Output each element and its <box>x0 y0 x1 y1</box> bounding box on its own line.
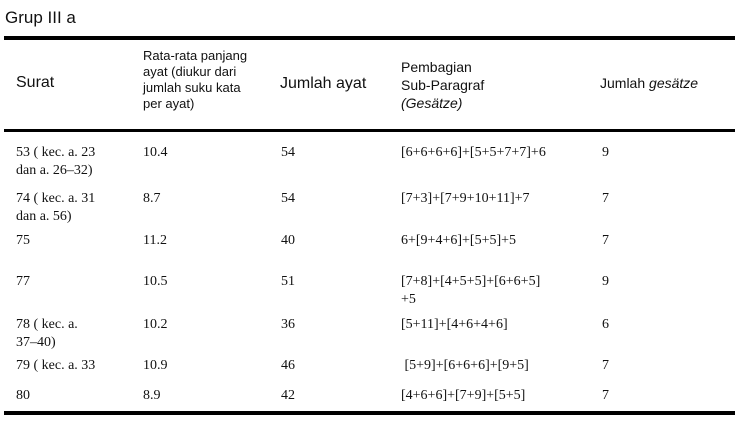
cell-line: 79 ( kec. a. 33 <box>16 358 96 373</box>
cell-pembagian <box>401 144 591 162</box>
cell-line: +5 <box>401 292 416 307</box>
table-title: Grup III a <box>5 8 76 27</box>
header-jumlah-ayat: Jumlah ayat <box>280 75 367 92</box>
cell-gesatze: 7 <box>602 191 609 206</box>
cell-line: 80 <box>16 388 30 403</box>
cell-rata: 10.2 <box>143 317 168 332</box>
cell-line: [7+3]+[7+9+10+11]+7 <box>401 191 530 206</box>
header-line: ayat (diukur dari <box>143 64 237 79</box>
header-text-italic: gesätze <box>649 75 699 91</box>
cell-ayat: 46 <box>281 358 295 373</box>
cell-line: 6+[9+4+6]+[5+5]+5 <box>401 233 517 248</box>
cell-pembagian <box>401 316 591 334</box>
cell-ayat: 36 <box>281 317 295 332</box>
header-text: Jumlah <box>600 75 650 91</box>
cell-gesatze: 7 <box>602 358 609 373</box>
header-line: Pembagian <box>401 59 472 75</box>
cell-gesatze: 9 <box>602 274 609 289</box>
cell-line: dan a. 56) <box>16 209 72 224</box>
header-line: jumlah suku kata <box>143 80 241 95</box>
cell-rata: 8.9 <box>143 388 161 403</box>
cell-line: [5+9]+[6+6+6]+[9+5] <box>401 358 529 373</box>
cell-pembagian <box>401 232 591 250</box>
cell-rata: 10.4 <box>143 145 168 160</box>
cell-surat <box>16 316 136 352</box>
cell-rata: 10.9 <box>143 358 168 373</box>
cell-line: 53 ( kec. a. 23 <box>16 145 96 160</box>
cell-ayat: 42 <box>281 388 295 403</box>
header-line: per ayat) <box>143 96 195 111</box>
cell-line: [6+6+6+6]+[5+5+7+7]+6 <box>401 145 546 160</box>
cell-surat <box>16 357 136 375</box>
cell-line: [7+8]+[4+5+5]+[6+6+5] <box>401 274 541 289</box>
header-line: (Gesätze) <box>401 95 463 111</box>
cell-line: 37–40) <box>16 335 56 350</box>
cell-ayat: 51 <box>281 274 295 289</box>
cell-pembagian <box>401 387 591 405</box>
cell-line: 77 <box>16 274 30 289</box>
cell-ayat: 40 <box>281 233 295 248</box>
top-rule <box>4 36 735 40</box>
cell-gesatze: 9 <box>602 145 609 160</box>
cell-surat <box>16 273 136 291</box>
cell-pembagian <box>401 190 591 208</box>
cell-rata: 11.2 <box>143 233 167 248</box>
cell-surat <box>16 144 136 180</box>
cell-line: 74 ( kec. a. 31 <box>16 191 96 206</box>
header-jumlah-gesatze <box>600 75 698 91</box>
header-line: Sub-Paragraf <box>401 77 485 93</box>
bottom-rule <box>4 411 735 415</box>
cell-gesatze: 7 <box>602 233 609 248</box>
cell-line: 78 ( kec. a. <box>16 317 78 332</box>
cell-pembagian <box>401 357 591 375</box>
header-surat: Surat <box>16 74 55 91</box>
cell-surat <box>16 232 136 250</box>
cell-line: [4+6+6]+[7+9]+[5+5] <box>401 388 526 403</box>
cell-ayat: 54 <box>281 191 295 206</box>
cell-pembagian <box>401 273 591 309</box>
cell-surat <box>16 190 136 226</box>
header-pembagian <box>401 58 484 112</box>
cell-gesatze: 7 <box>602 388 609 403</box>
cell-rata: 8.7 <box>143 191 161 206</box>
header-rule <box>4 129 735 132</box>
header-line: Rata-rata panjang <box>143 48 248 63</box>
cell-line: [5+11]+[4+6+4+6] <box>401 317 508 332</box>
cell-gesatze: 6 <box>602 317 609 332</box>
cell-ayat: 54 <box>281 145 295 160</box>
header-rata-rata <box>143 48 247 112</box>
cell-line: dan a. 26–32) <box>16 163 93 178</box>
cell-surat <box>16 387 136 405</box>
cell-line: 75 <box>16 233 30 248</box>
cell-rata: 10.5 <box>143 274 168 289</box>
